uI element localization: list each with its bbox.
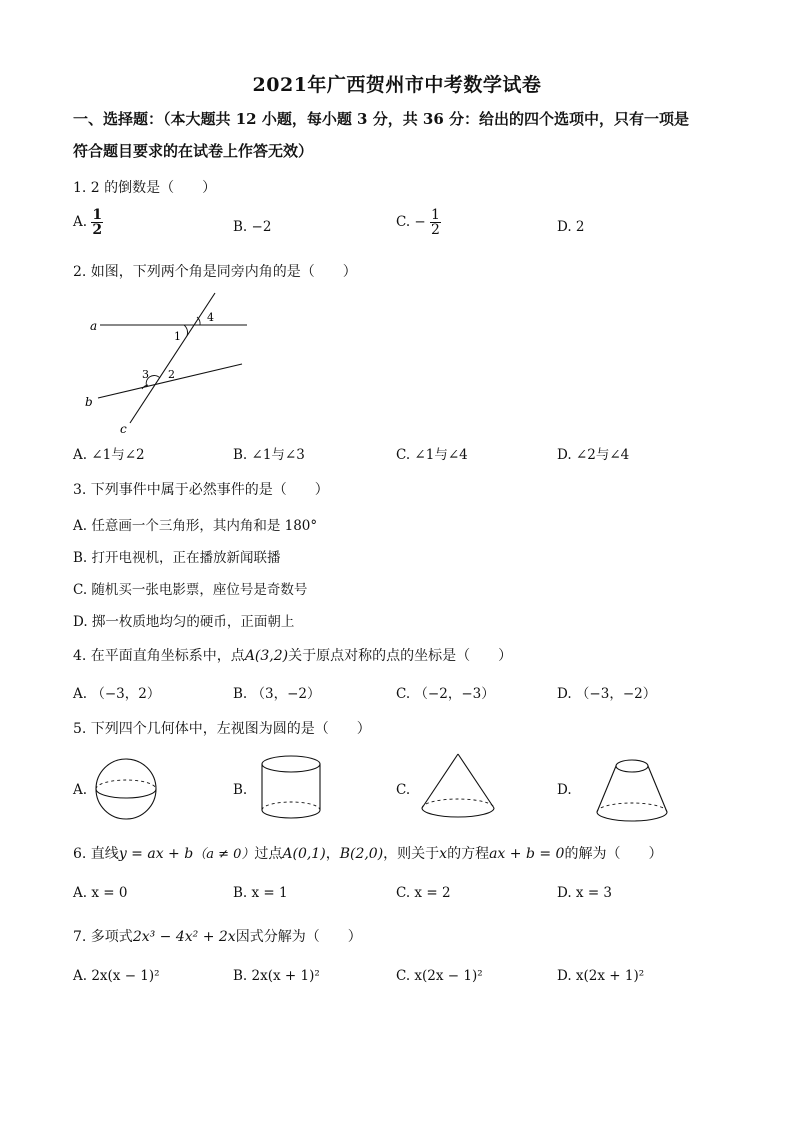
question-5-option-c[interactable]: C. bbox=[396, 782, 411, 798]
question-4-option-d[interactable]: D. （−3，−2） bbox=[557, 686, 657, 702]
question-6-option-d[interactable]: D. x = 3 bbox=[557, 885, 613, 901]
question-1-option-b[interactable]: B. −2 bbox=[233, 219, 272, 235]
question-4-option-c[interactable]: C. （−2，−3） bbox=[396, 686, 495, 702]
label-a: a bbox=[90, 319, 98, 333]
question-3-stem: 3. 下列事件中属于必然事件的是（ ） bbox=[73, 482, 329, 498]
option-label: A. bbox=[73, 214, 88, 230]
stem-text: 4. 在平面直角坐标系中，点 bbox=[73, 648, 245, 664]
line-c bbox=[130, 293, 215, 423]
fraction-one-half bbox=[91, 208, 103, 237]
label-angle-4: 4 bbox=[207, 311, 214, 324]
stem-text: 关于原点对称的点的坐标是（ ） bbox=[288, 648, 513, 664]
point-b: B(2,0) bbox=[339, 846, 384, 862]
question-5-option-d[interactable]: D. bbox=[557, 782, 572, 798]
question-7-option-d[interactable]: D. x(2x + 1)² bbox=[557, 968, 645, 984]
label-angle-1: 1 bbox=[174, 330, 181, 343]
option-label: C. − bbox=[396, 214, 426, 230]
question-5-stem: 5. 下列四个几何体中，左视图为圆的是（ ） bbox=[73, 721, 371, 737]
label-c: c bbox=[120, 422, 127, 436]
stem-text: 7. 多项式 bbox=[73, 929, 133, 945]
question-1-stem: 1. 2 的倒数是（ ） bbox=[73, 180, 217, 196]
question-3-option-b[interactable]: B. 打开电视机，正在播放新闻联播 bbox=[73, 550, 281, 566]
question-1-option-c[interactable] bbox=[396, 208, 441, 237]
stem-text: ，则关于 bbox=[383, 846, 440, 862]
fraction-denominator: 2 bbox=[92, 222, 103, 238]
question-4-option-a[interactable]: A. （−3，2） bbox=[73, 686, 161, 702]
angle-4-arc bbox=[197, 317, 200, 325]
stem-text: ， bbox=[325, 846, 340, 862]
section-heading-line2: 符合题目要求的在试卷上作答无效） bbox=[73, 142, 314, 160]
polynomial: 2x³ − 4x² + 2x bbox=[132, 929, 236, 945]
fraction-numerator: 1 bbox=[431, 207, 440, 223]
page-title: 2021年广西贺州市中考数学试卷 bbox=[252, 74, 542, 96]
question-4-stem bbox=[73, 645, 512, 665]
question-7-stem bbox=[73, 926, 362, 946]
point-a: A(3,2) bbox=[244, 648, 289, 664]
question-6-option-c[interactable]: C. x = 2 bbox=[396, 885, 451, 901]
question-6-stem bbox=[73, 843, 662, 863]
condition: （a ≠ 0） bbox=[193, 847, 255, 862]
question-5-option-a[interactable]: A. bbox=[73, 782, 88, 798]
question-1-option-d[interactable]: D. 2 bbox=[557, 219, 585, 235]
cylinder-figure bbox=[258, 752, 328, 824]
question-4-option-b[interactable]: B. （3，−2） bbox=[233, 686, 321, 702]
label-angle-3: 3 bbox=[142, 368, 149, 381]
stem-text: 6. 直线 bbox=[73, 846, 119, 862]
stem-text: 的解为（ ） bbox=[564, 846, 663, 862]
parallel-lines-figure bbox=[80, 288, 260, 438]
question-1-option-a[interactable] bbox=[73, 208, 103, 237]
question-5-option-b[interactable]: B. bbox=[233, 782, 248, 798]
section-heading-line1: 一、选择题：（本大题共 12 小题，每小题 3 分，共 36 分：给出的四个选项中，只有一项是 bbox=[73, 110, 690, 128]
question-2-stem: 2. 如图，下列两个角是同旁内角的是（ ） bbox=[73, 264, 357, 280]
equation: ax + b = 0 bbox=[489, 846, 565, 862]
line-equation: y = ax + b bbox=[118, 846, 194, 862]
point-a: A(0,1) bbox=[282, 846, 326, 862]
frustum-figure bbox=[592, 755, 672, 830]
angle-1-arc bbox=[184, 325, 188, 336]
question-7-option-c[interactable]: C. x(2x − 1)² bbox=[396, 968, 483, 984]
cone-figure bbox=[418, 750, 498, 828]
question-2-option-b[interactable]: B. ∠1与∠3 bbox=[233, 447, 305, 463]
stem-text: 过点 bbox=[254, 846, 283, 862]
stem-text: 的方程 bbox=[447, 846, 490, 862]
question-3-option-a[interactable]: A. 任意画一个三角形，其内角和是 180° bbox=[73, 518, 318, 534]
question-2-option-c[interactable]: C. ∠1与∠4 bbox=[396, 447, 468, 463]
label-angle-2: 2 bbox=[168, 368, 175, 381]
question-6-option-b[interactable]: B. x = 1 bbox=[233, 885, 288, 901]
question-7-option-b[interactable]: B. 2x(x + 1)² bbox=[233, 968, 320, 984]
label-b: b bbox=[85, 395, 93, 409]
fraction-denominator: 2 bbox=[431, 222, 440, 238]
fraction-numerator: 1 bbox=[92, 207, 103, 223]
question-2-option-a[interactable]: A. ∠1与∠2 bbox=[73, 447, 145, 463]
question-2-option-d[interactable]: D. ∠2与∠4 bbox=[557, 447, 630, 463]
stem-text: 因式分解为（ ） bbox=[235, 929, 362, 945]
question-6-option-a[interactable]: A. x = 0 bbox=[73, 885, 128, 901]
sphere-figure bbox=[93, 755, 163, 825]
fraction-one-half bbox=[430, 208, 441, 237]
question-7-option-a[interactable]: A. 2x(x − 1)² bbox=[73, 968, 160, 984]
variable-x: x bbox=[439, 846, 448, 862]
question-3-option-c[interactable]: C. 随机买一张电影票，座位号是奇数号 bbox=[73, 582, 308, 598]
question-3-option-d[interactable]: D. 掷一枚质地均匀的硬币，正面朝上 bbox=[73, 614, 295, 630]
